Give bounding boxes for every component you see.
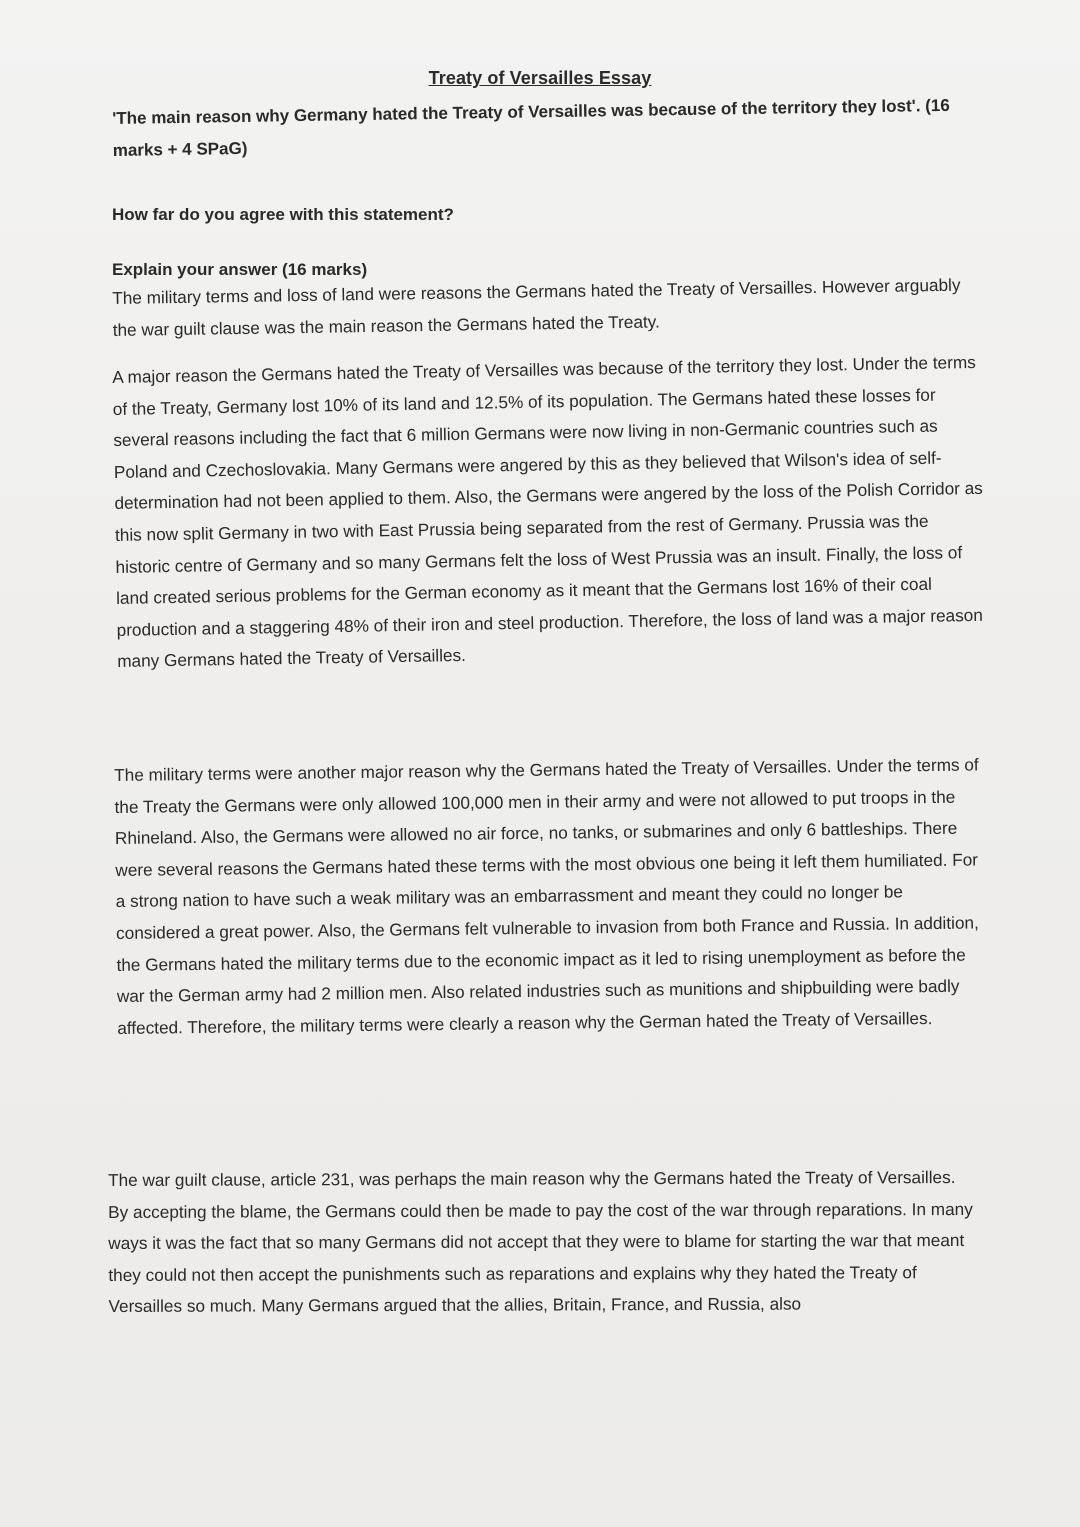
paragraph-territory: A major reason the Germans hated the Treaty of Versailles was because of the territory they lost. Under the terms of the Treaty, Germany lost 10% of its land and 12.5% of its population. The Germans hated these losses for several reasons including the fact that 6 million Germans were now living in non-Germanic countries such as Poland and Czechoslovakia. Many Germans were angered by this as they believed that Wilson's idea of self-determination had not been applied to them. Also, the Germans were angered by the loss of the Polish Corridor as this now split Germany in two with East Prussia being separated from the rest of Germany. Prussia was the historic centre of Germany and so many Germans felt the loss of West Prussia was an insult. Finally, the loss of land created serious problems for the German economy as it meant that the Germans lost 16% of their coal production and a staggering 48% of their iron and steel production. Therefore, the loss of land was a major reason many Germans hated the Treaty of Versailles. <box>112 351 983 672</box>
essay-instruction: Explain your answer (16 marks) <box>112 260 368 279</box>
paragraph-introduction: The military terms and loss of land were reasons the Germans hated the Treaty of Versailles. However arguably the war guilt clause was the main reason the Germans hated the Treaty. <box>112 274 961 340</box>
essay-title: Treaty of Versailles Essay <box>428 68 652 88</box>
essay-question: 'The main reason why Germany hated the Treaty of Versailles was because of the territory they lost'. (16 marks + 4 SPaG) <box>112 95 950 160</box>
paragraph-military-terms: The military terms were another major reason why the Germans hated the Treaty of Versailles. Under the terms of the Treaty the Germans were only allowed 100,000 men in their army and were not allowed to put troops in the Rhineland. Also, the Germans were allowed no air force, no tanks, or submarines and only 6 battleships. There were several reasons the Germans hated these terms with the most obvious one being it left them humiliated. For a strong nation to have such a weak military was an embarrassment and meant they could no longer be considered a great power. Also, the Germans felt vulnerable to invasion from both France and Russia. In addition, the Germans hated the military terms due to the economic impact as it led to rising unemployment as before the war the German army had 2 million men. Also related industries such as munitions and shipbuilding were badly affected. Therefore, the military terms were clearly a reason why the German hated the Treaty of Versailles. <box>114 754 979 1038</box>
essay-prompt: How far do you agree with this statement? <box>112 205 454 224</box>
paragraph-war-guilt: The war guilt clause, article 231, was perhaps the main reason why the Germans hated the Treaty of Versailles. By accepting the blame, the Germans could then be made to pay the cost of the war through reparations. In many ways it was the fact that so many Germans did not accept that they were to blame for starting the war that meant they could not then accept the punishments such as reparations and explains why they hated the Treaty of Versailles so much. Many Germans argued that the allies, Britain, France, and Russia, also <box>108 1167 973 1317</box>
